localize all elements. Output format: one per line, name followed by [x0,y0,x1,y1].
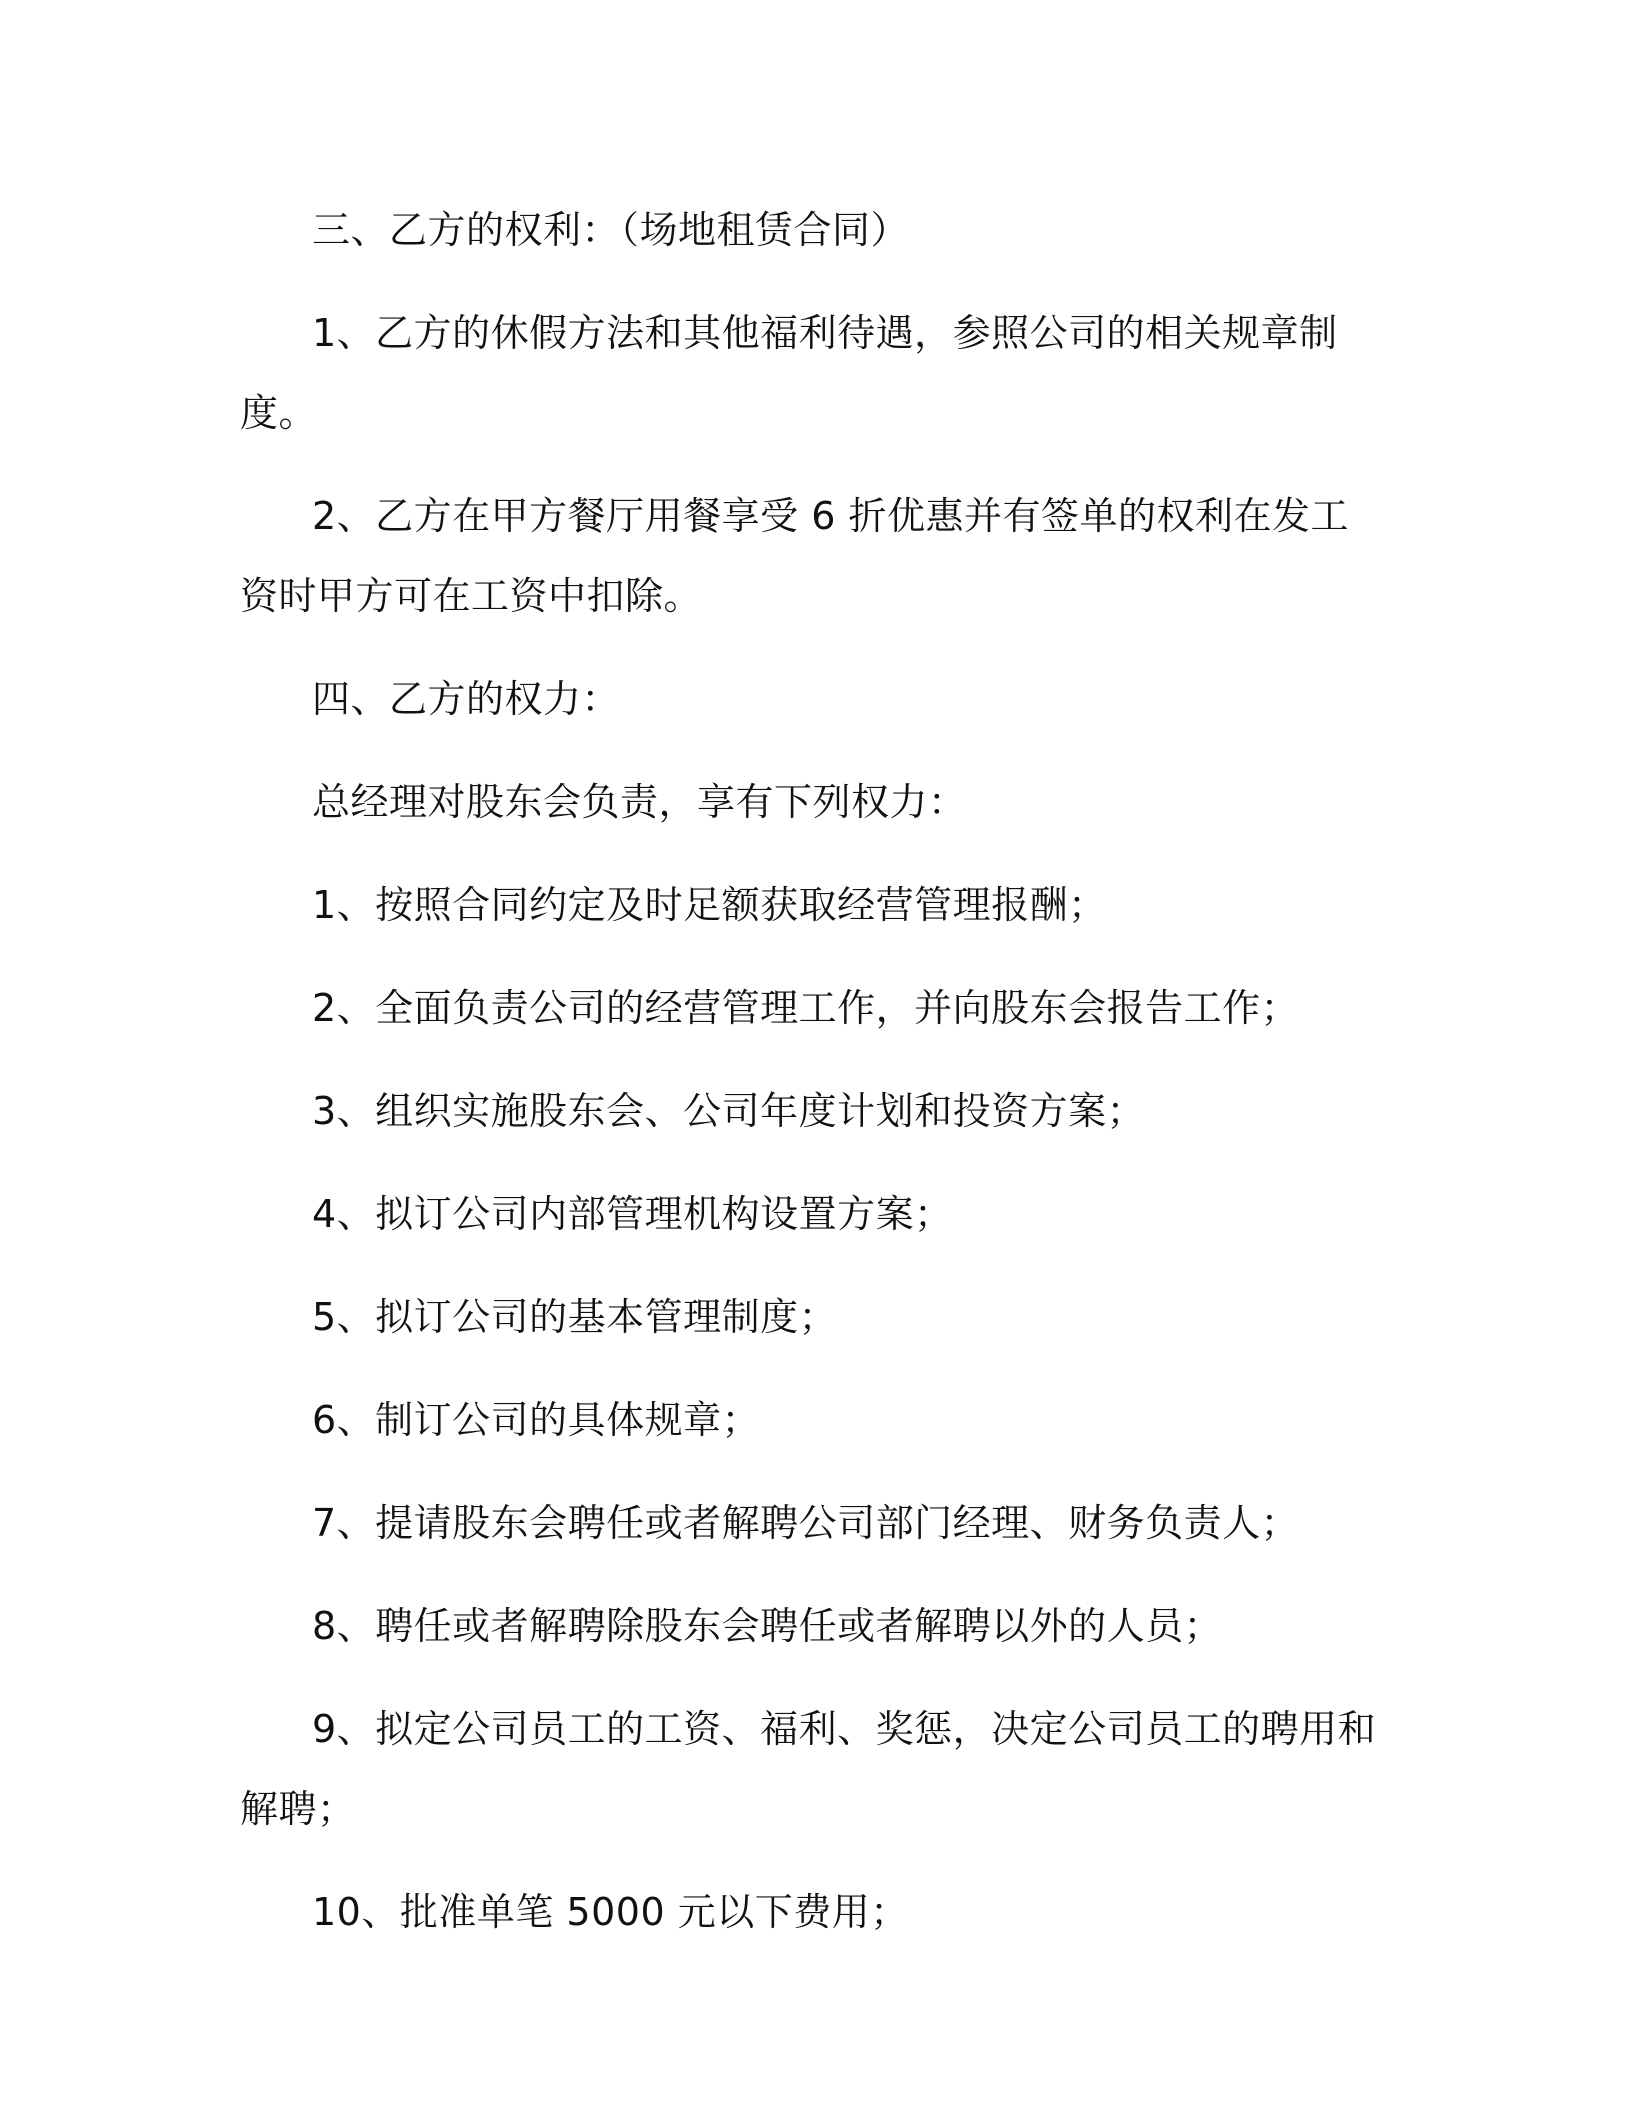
clause-4-6: 6、制订公司的具体规章； [312,1398,761,1442]
clause-4-4: 4、拟订公司内部管理机构设置方案； [312,1192,953,1236]
clause-4-9: 9、拟定公司员工的工资、福利、奖惩，决定公司员工的聘用和解聘； [240,1707,1377,1831]
clause-4-5: 5、拟订公司的基本管理制度； [312,1295,838,1339]
document-body [240,190,1380,1975]
section-heading-3: 三、乙方的权利：（场地租赁合同） [312,208,910,252]
clause-3-1: 1、乙方的休假方法和其他福利待遇，参照公司的相关规章制度。 [240,311,1338,435]
clause-4-3: 3、组织实施股东会、公司年度计划和投资方案； [312,1089,1146,1133]
clause-4-7: 7、提请股东会聘任或者解聘公司部门经理、财务负责人； [312,1501,1300,1545]
clause-4-2: 2、全面负责公司的经营管理工作，并向股东会报告工作； [312,986,1300,1030]
clause-4-10: 10、批准单笔 5000 元以下费用； [312,1890,909,1934]
section-4-intro: 总经理对股东会负责，享有下列权力： [312,780,967,824]
section-heading-4: 四、乙方的权力： [312,677,621,721]
clause-4-1: 1、按照合同约定及时足额获取经营管理报酬； [312,883,1107,927]
clause-3-2: 2、乙方在甲方餐厅用餐享受 6 折优惠并有签单的权利在发工资时甲方可在工资中扣除。 [240,494,1350,618]
clause-4-8: 8、聘任或者解聘除股东会聘任或者解聘以外的人员； [312,1604,1223,1648]
